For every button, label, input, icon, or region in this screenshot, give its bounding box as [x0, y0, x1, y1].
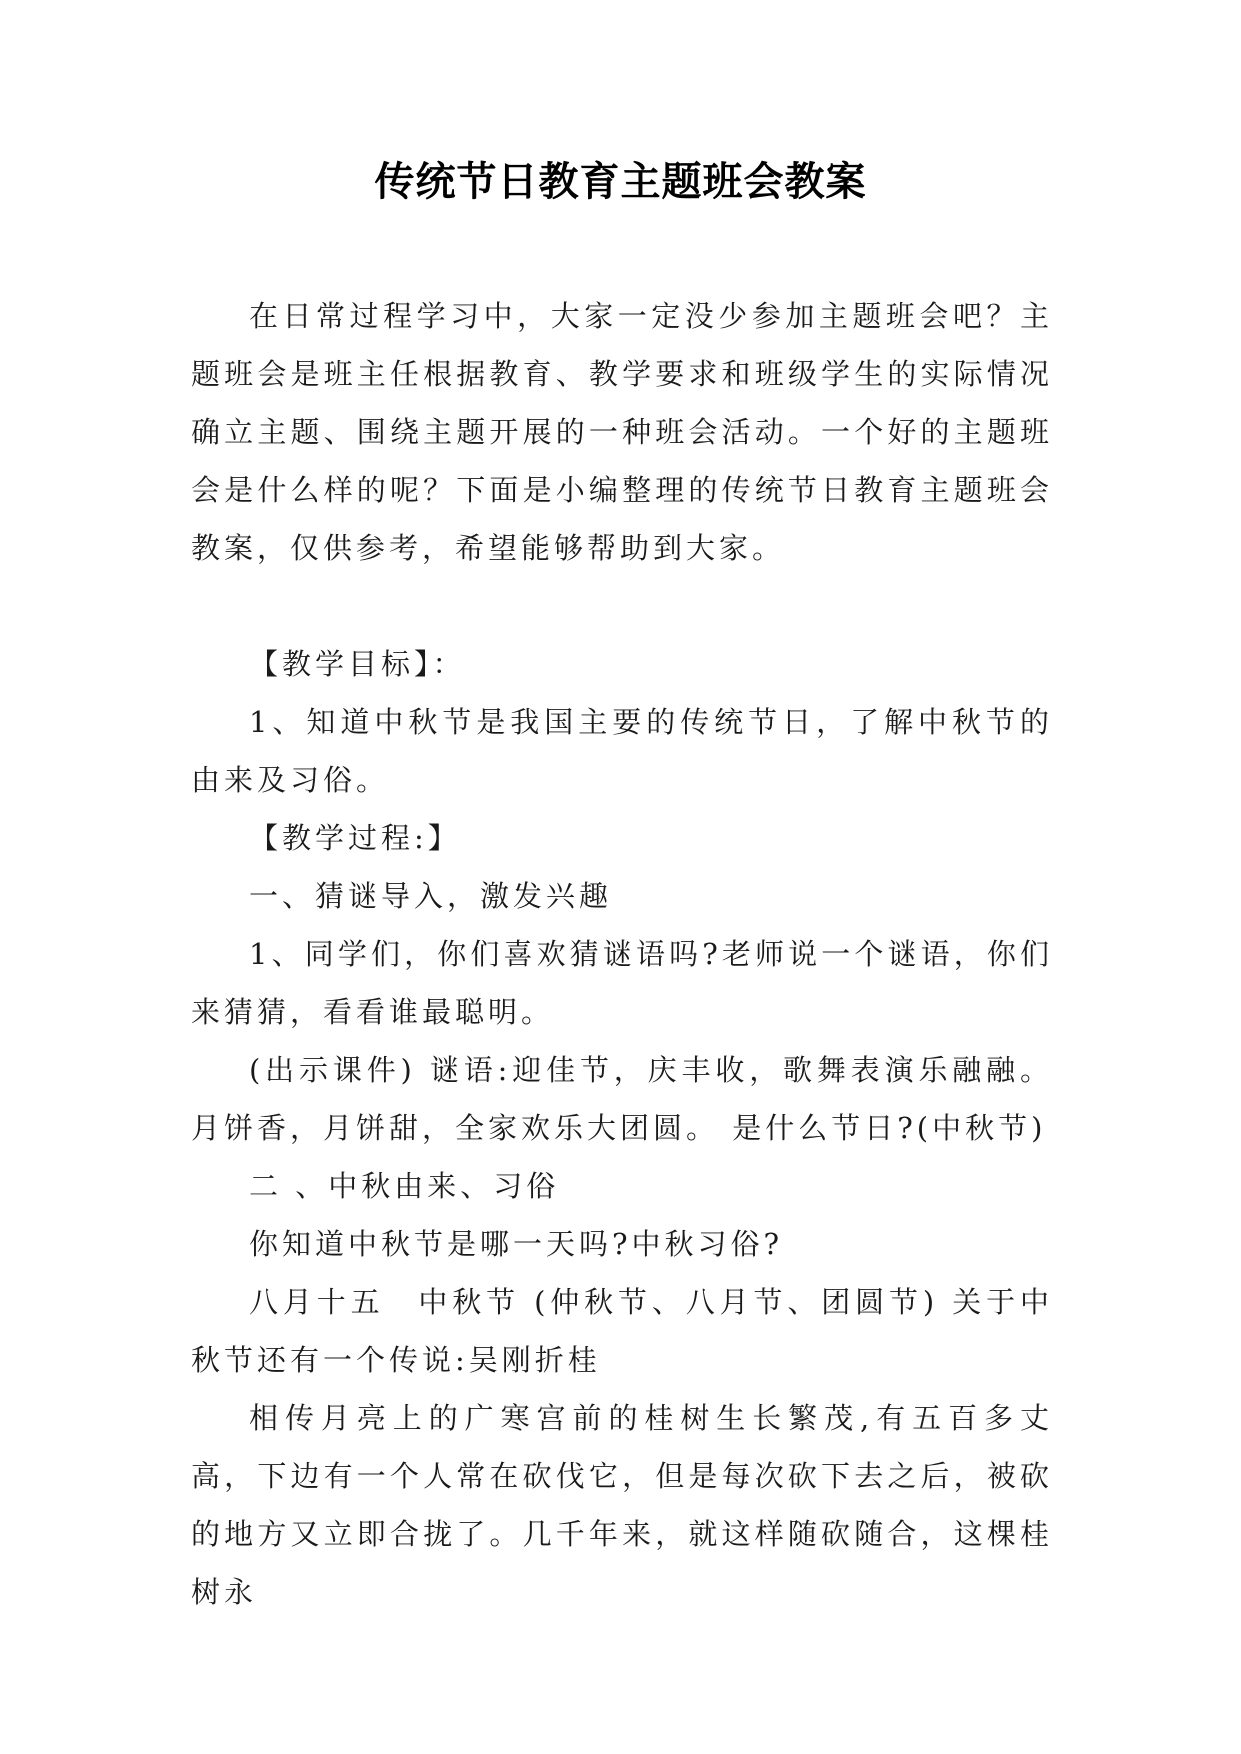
festival-names-paragraph: 八月十五 中秋节 (仲秋节、八月节、团圆节) 关于中秋节还有一个传说:吴刚折桂 — [191, 1285, 1053, 1377]
subsection-heading-origin: 二 、中秋由来、习俗 — [249, 1169, 560, 1203]
teaching-goal-item: 1、知道中秋节是我国主要的传统节日，了解中秋节的由来及习俗。 — [191, 705, 1053, 797]
legend-paragraph: 相传月亮上的广寒宫前的桂树生长繁茂,有五百多丈高，下边有一个人常在砍伐它，但是每次砍下去之后，被砍的地方又立即合拢了。几千年来，就这样随砍随合，这棵桂树永 — [191, 1401, 1053, 1609]
subsection-heading-riddle: 一、猜谜导入，激发兴趣 — [249, 879, 613, 913]
section-heading-teaching-process: 【教学过程:】 — [249, 821, 461, 855]
document-title: 传统节日教育主题班会教案 — [374, 158, 867, 205]
riddle-intro-paragraph: 1、同学们，你们喜欢猜谜语吗?老师说一个谜语，你们来猜猜，看看谁最聪明。 — [191, 937, 1053, 1029]
question-paragraph: 你知道中秋节是哪一天吗?中秋习俗? — [249, 1227, 784, 1261]
riddle-paragraph: (出示课件) 谜语:迎佳节，庆丰收，歌舞表演乐融融。月饼香，月饼甜，全家欢乐大团圆。 是什么节日?(中秋节) — [191, 1053, 1053, 1145]
intro-paragraph: 在日常过程学习中，大家一定没少参加主题班会吧？主题班会是班主任根据教育、教学要求和班级学生的实际情况确立主题、围绕主题开展的一种班会活动。一个好的主题班会是什么样的呢？下面是小编整理的传统节日教育主题班会教案，仅供参考，希望能够帮助到大家。 — [191, 299, 1053, 565]
document-body — [191, 287, 1053, 1621]
section-heading-teaching-goals: 【教学目标】： — [249, 647, 466, 681]
